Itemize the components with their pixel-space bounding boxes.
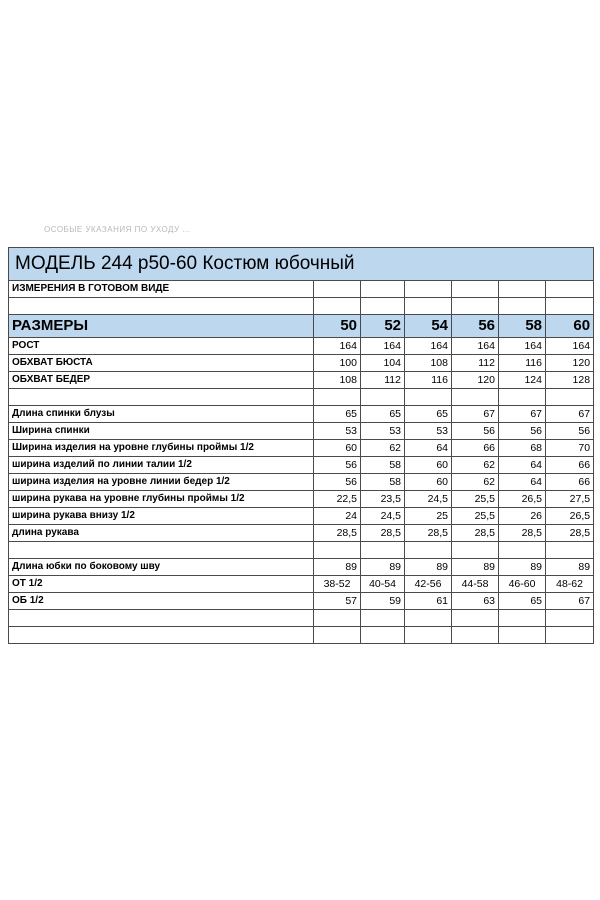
measurement-value: 116 [405,372,452,389]
measurement-row [9,372,594,389]
measurement-value: 124 [499,372,546,389]
size-cell: 52 [361,315,405,338]
measurement-label: ширина рукава внизу 1/2 [9,508,314,525]
measurement-value [361,627,405,644]
measurement-value: 61 [405,593,452,610]
measurement-row [9,474,594,491]
measurement-value: 65 [405,406,452,423]
subtitle-row [9,281,594,298]
measurement-value [314,627,361,644]
measurement-value: 70 [546,440,594,457]
measurement-value: 59 [361,593,405,610]
measurement-value: 89 [314,559,361,576]
measurement-value: 24,5 [361,508,405,525]
measurement-value: 64 [499,474,546,491]
measurement-value: 44-58 [452,576,499,593]
measurement-value: 60 [314,440,361,457]
blank-row [9,298,594,315]
measurement-value: 112 [452,355,499,372]
measurements-label: ИЗМЕРЕНИЯ В ГОТОВОМ ВИДЕ [9,281,314,298]
measurement-value [361,542,405,559]
measurement-value: 62 [452,474,499,491]
measurement-value: 56 [499,423,546,440]
measurement-value [499,542,546,559]
blank-row [9,627,594,644]
blank-row [9,610,594,627]
size-cell: 54 [405,315,452,338]
size-cell: 58 [499,315,546,338]
measurement-value: 89 [499,559,546,576]
size-cell: 56 [452,315,499,338]
measurement-value: 67 [452,406,499,423]
measurement-value: 62 [361,440,405,457]
measurement-label: Длина спинки блузы [9,406,314,423]
measurement-value: 56 [314,457,361,474]
measurement-value: 64 [499,457,546,474]
measurement-row [9,457,594,474]
measurement-value: 120 [452,372,499,389]
measurement-value: 89 [452,559,499,576]
measurement-label: длина рукава [9,525,314,542]
measurement-value: 164 [452,338,499,355]
measurement-value [546,627,594,644]
measurement-label: ширина изделия на уровне линии бедер 1/2 [9,474,314,491]
measurement-value [405,542,452,559]
measurement-row [9,508,594,525]
measurement-value: 56 [452,423,499,440]
measurement-value [546,610,594,627]
measurement-value: 58 [361,474,405,491]
measurement-value [314,389,361,406]
measurement-row [9,406,594,423]
measurement-value: 89 [405,559,452,576]
measurement-label: ширина изделий по линии талии 1/2 [9,457,314,474]
measurement-value: 66 [546,474,594,491]
measurement-value [314,542,361,559]
measurement-value: 28,5 [546,525,594,542]
measurement-row [9,559,594,576]
measurement-value: 28,5 [314,525,361,542]
measurement-value: 26,5 [546,508,594,525]
measurement-value: 23,5 [361,491,405,508]
measurement-value: 128 [546,372,594,389]
measurement-value: 164 [405,338,452,355]
measurement-value: 64 [405,440,452,457]
measurement-label: ОБХВАТ БЮСТА [9,355,314,372]
measurement-value: 25 [405,508,452,525]
measurement-value: 65 [361,406,405,423]
measurement-label [9,389,314,406]
measurement-value: 58 [361,457,405,474]
measurement-label: Длина юбки по боковому шву [9,559,314,576]
measurement-label [9,627,314,644]
measurement-value: 100 [314,355,361,372]
measurement-label: ОБ 1/2 [9,593,314,610]
measurement-value: 38-52 [314,576,361,593]
measurement-value [314,610,361,627]
measurement-value: 57 [314,593,361,610]
measurement-value [361,610,405,627]
measurement-value: 116 [499,355,546,372]
size-cell: 50 [314,315,361,338]
measurement-value: 28,5 [361,525,405,542]
measurement-value: 24 [314,508,361,525]
sizes-label: РАЗМЕРЫ [9,315,314,338]
measurement-value: 60 [405,457,452,474]
measurement-value: 65 [314,406,361,423]
measurement-value: 89 [361,559,405,576]
measurement-value: 25,5 [452,508,499,525]
measurement-value [452,542,499,559]
measurement-value [499,610,546,627]
size-chart-table [8,247,594,644]
measurement-value: 112 [361,372,405,389]
measurement-value: 108 [314,372,361,389]
measurement-value: 26,5 [499,491,546,508]
measurement-value: 26 [499,508,546,525]
measurement-value: 24,5 [405,491,452,508]
measurement-row [9,576,594,593]
measurement-value [405,389,452,406]
measurement-label: Ширина спинки [9,423,314,440]
blank-row [9,542,594,559]
sizes-row [9,315,594,338]
measurement-value [452,389,499,406]
measurement-value [452,610,499,627]
measurement-value: 120 [546,355,594,372]
measurement-value: 56 [546,423,594,440]
measurement-value: 104 [361,355,405,372]
measurement-value: 66 [452,440,499,457]
measurement-value: 67 [499,406,546,423]
measurement-label: Ширина изделия на уровне глубины проймы 1/2 [9,440,314,457]
measurement-label: РОСТ [9,338,314,355]
measurement-value: 164 [499,338,546,355]
measurement-row [9,338,594,355]
model-title: МОДЕЛЬ 244 р50-60 Костюм юбочный [9,248,594,281]
size-cell: 60 [546,315,594,338]
measurement-value [546,542,594,559]
measurement-value: 25,5 [452,491,499,508]
measurement-value: 42-56 [405,576,452,593]
measurement-label: ОТ 1/2 [9,576,314,593]
measurement-value: 28,5 [499,525,546,542]
measurement-label [9,610,314,627]
measurement-value [452,627,499,644]
faint-header-text: ОСОБЫЕ УКАЗАНИЯ ПО УХОДУ ... [44,225,191,234]
measurement-value [499,389,546,406]
measurement-value: 66 [546,457,594,474]
measurement-value: 62 [452,457,499,474]
measurement-value [405,627,452,644]
measurement-value [499,627,546,644]
measurement-value: 67 [546,406,594,423]
measurement-value: 164 [361,338,405,355]
measurement-row [9,355,594,372]
measurement-value: 164 [314,338,361,355]
measurement-value: 68 [499,440,546,457]
measurement-row [9,593,594,610]
measurement-value: 63 [452,593,499,610]
measurement-value: 56 [314,474,361,491]
measurement-label: ширина рукава на уровне глубины проймы 1/2 [9,491,314,508]
measurement-row [9,525,594,542]
measurement-value: 108 [405,355,452,372]
measurement-label: ОБХВАТ БЕДЕР [9,372,314,389]
measurement-value: 22,5 [314,491,361,508]
measurement-value: 53 [361,423,405,440]
measurement-row [9,491,594,508]
measurement-value: 164 [546,338,594,355]
measurement-value [546,389,594,406]
measurement-value [361,389,405,406]
measurement-value: 60 [405,474,452,491]
measurement-value: 48-62 [546,576,594,593]
measurement-row [9,440,594,457]
measurement-value: 89 [546,559,594,576]
blank-row [9,389,594,406]
measurement-value: 27,5 [546,491,594,508]
title-row [9,248,594,281]
measurement-value: 53 [314,423,361,440]
measurement-value: 65 [499,593,546,610]
measurement-value: 67 [546,593,594,610]
measurement-value: 28,5 [405,525,452,542]
measurement-value: 53 [405,423,452,440]
measurement-value: 28,5 [452,525,499,542]
measurement-value: 40-54 [361,576,405,593]
measurement-value: 46-60 [499,576,546,593]
measurement-row [9,423,594,440]
measurement-label [9,542,314,559]
measurement-value [405,610,452,627]
